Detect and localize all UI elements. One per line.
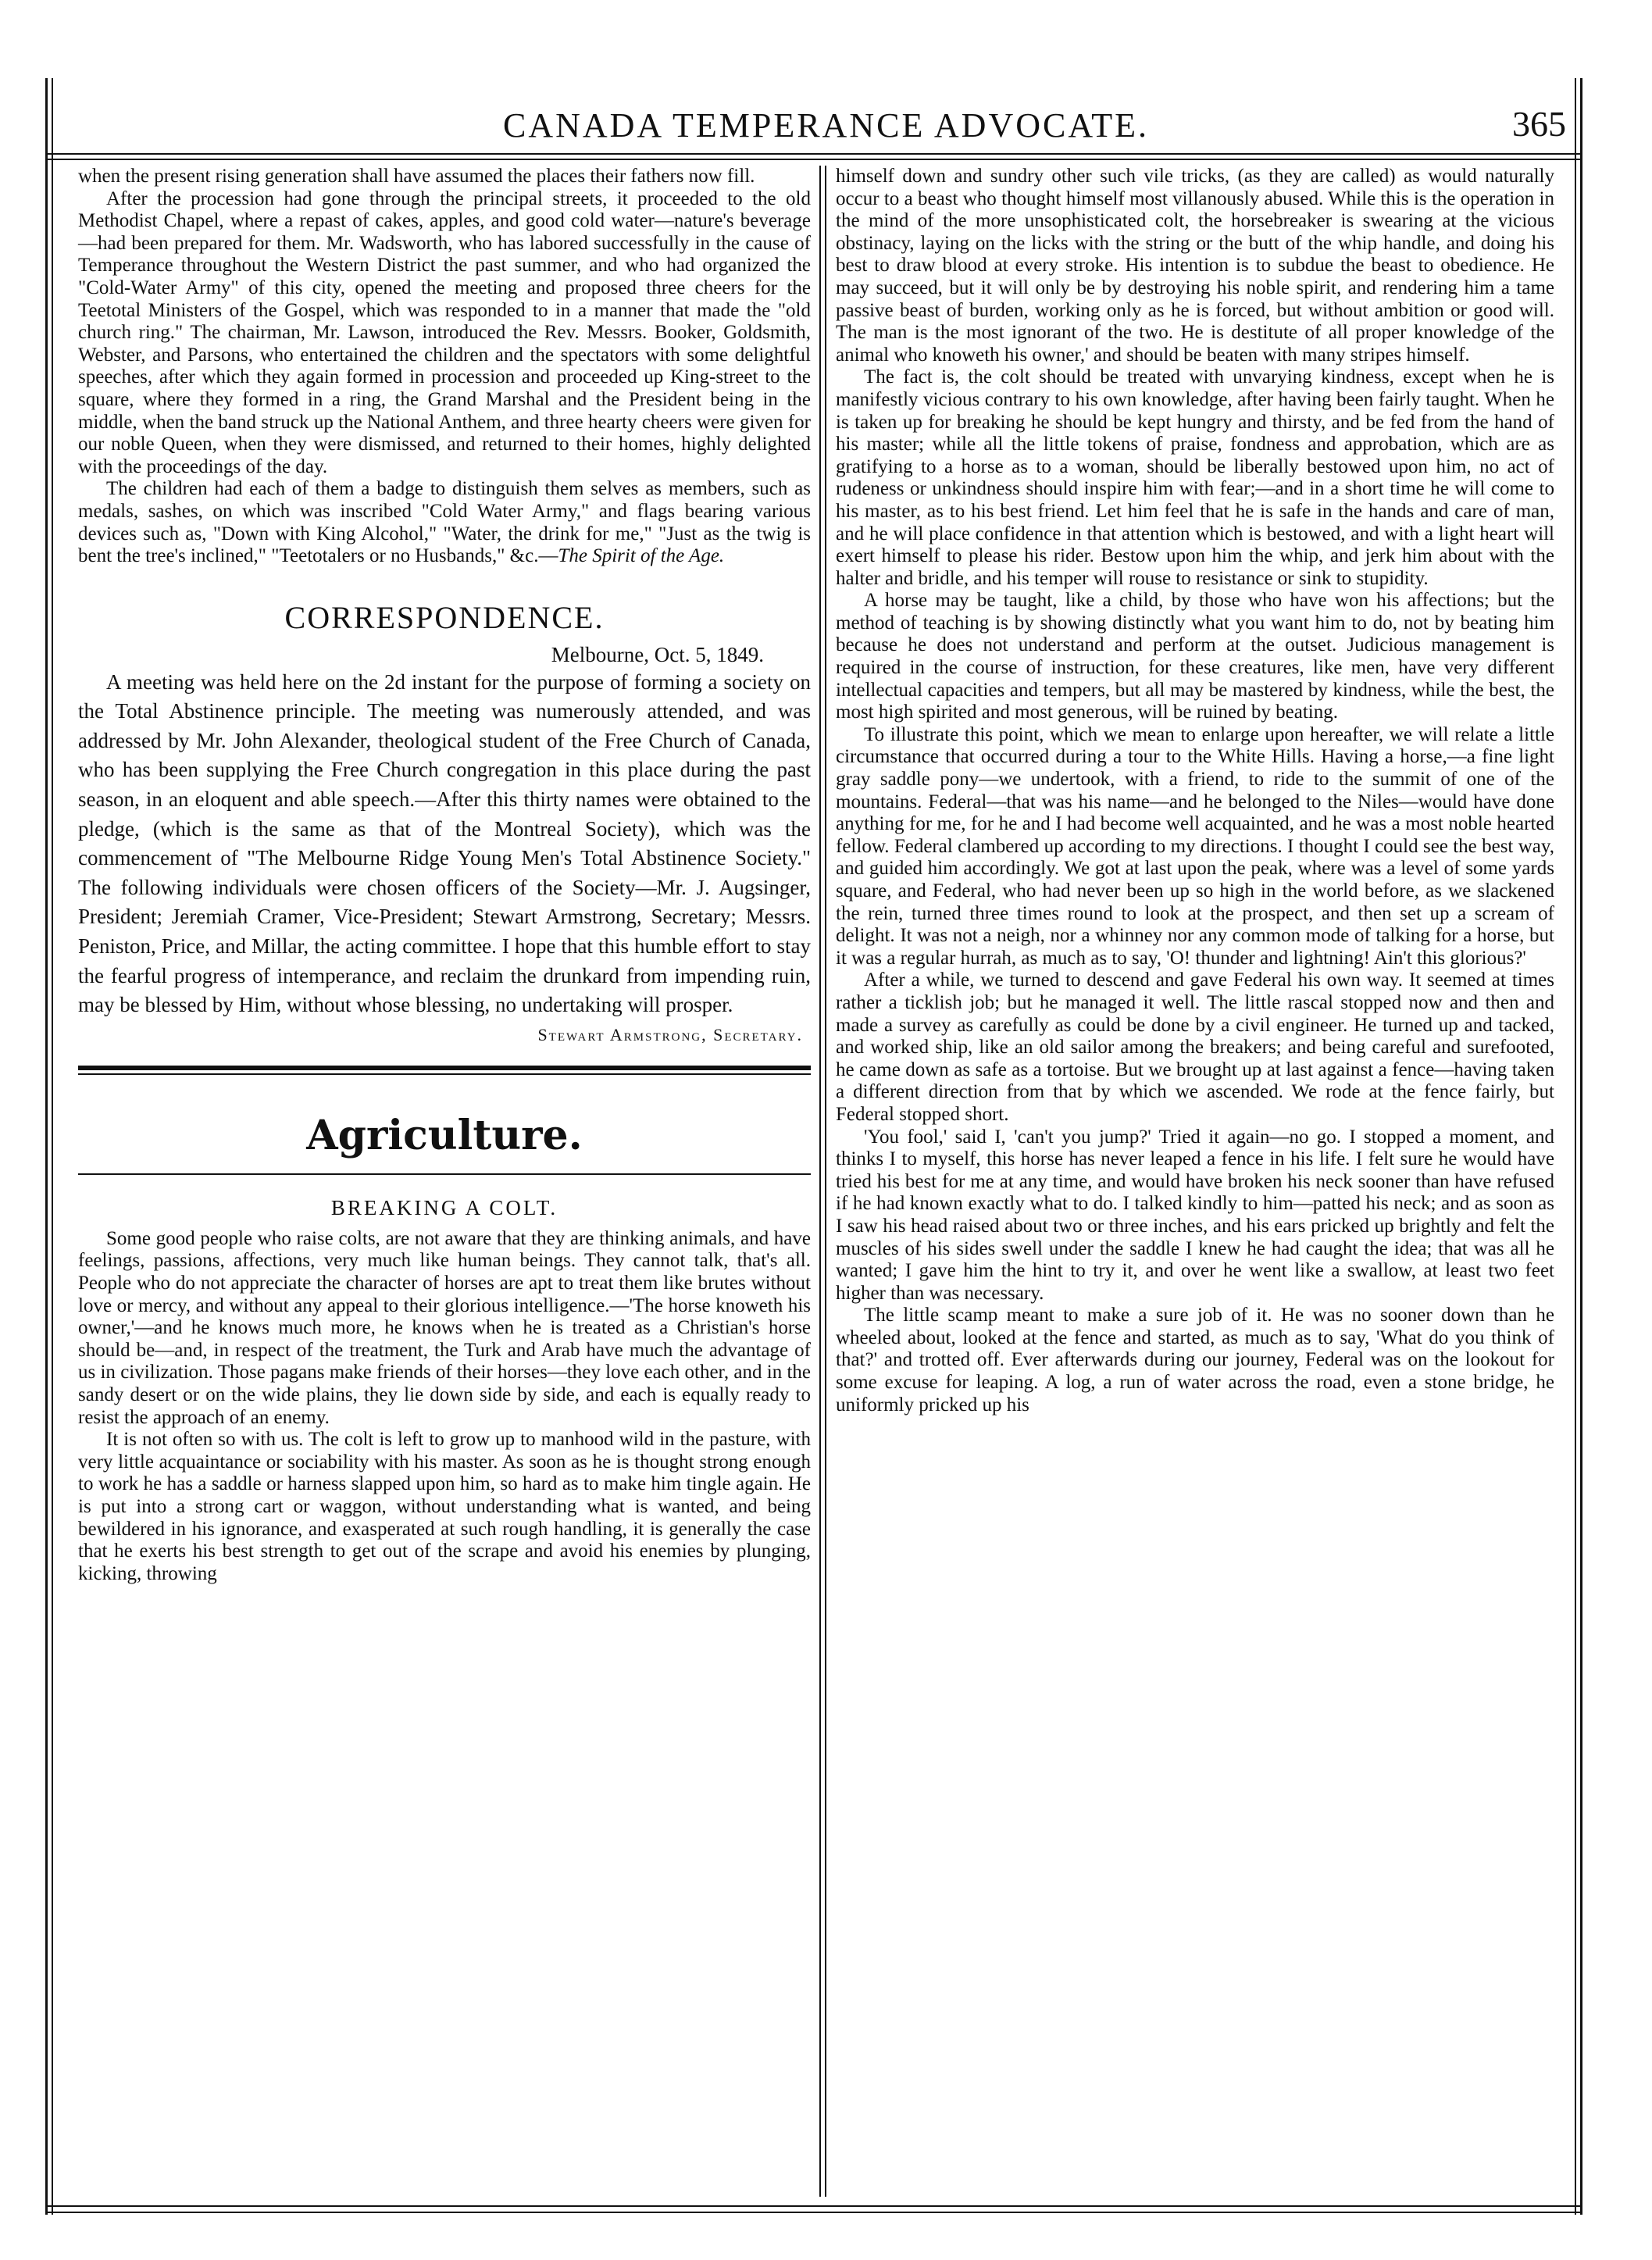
border-left-inner [52, 78, 53, 2215]
procession-paragraph-3-text: The children had each of them a badge to distinguish them selves as members, such as medals, sashes, on which was inscribed "Cold Water Army," and flags bearing various devices such as, "Down with King Alcohol," "Water, the drink for me," "Just as the twig is bent the tree's inclined," "Teetotalers or no Husbands," &c.— [78, 478, 811, 567]
page-number: 365 [1512, 104, 1566, 144]
right-paragraph-2: The fact is, the colt should be treated with unvarying kindness, except when he is manifestly vicious contrary to his own knowledge, after having been fairly taught. When he is taken up for breaking he should be kept hungry and thirsty, and be fed from the hand of his master; while all the little tokens of praise, fondness and approbation, which are as gratifying to a horse as to a woman, should be liberally bestowed upon him, no act of rudeness or unkindness should inspire him with fear;—and in a short time he will come to his master, as to his best friend. Let him feel that he is safe in the hands and care of man, and he will place confidence in that attention which is bestowed, and with a light heart will exert himself to please his rider. Bestow upon him the whip, and jerk him about with the halter and bridle, and his temper will rouse to resistance or sink to stupidity. [836, 366, 1554, 589]
correspondence-body-block [78, 668, 811, 1020]
breaking-colt-heading: BREAKING A COLT. [330, 1195, 558, 1219]
correspondence-body: A meeting was held here on the 2d instant for the purpose of forming a society on the Total Abstinence principle. The meeting was numerously attended, and was addressed by Mr. John Alexander, theological student of the Free Church of Canada, who has been supplying the Free Church congregation in this place during the past season, in an eloquent and able speech.—After this thirty names were obtained to the pledge, (which is the same as that of the Montreal Society), which was the commencement of "The Melbourne Ridge Young Men's Total Abstinence Society." The following individuals were chosen officers of the Society—Mr. J. Augsinger, President; Jeremiah Cramer, Vice-President; Stewart Armstrong, Secretary; Messrs. Peniston, Price, and Millar, the acting committee. I hope that this humble effort to stay the fearful progress of intemperance, and reclaim the drunkard from impending ruin, may be blessed by Him, without whose blessing, no undertaking will prosper. [78, 669, 811, 1017]
footer-rule-top [45, 2205, 1582, 2207]
agriculture-rule [78, 1173, 811, 1175]
agriculture-heading: Agriculture. [306, 1111, 583, 1159]
header-rule-top [45, 153, 1582, 155]
border-right-inner [1575, 78, 1576, 2215]
section-rule-thin [78, 1073, 811, 1075]
right-paragraph-4: To illustrate this point, which we mean to enlarge upon hereafter, we will relate a little circumstance that occurred during a tour to the White Hills. Having a horse,—a fine light gray saddle pony—we undertook, with a friend, to ride to the summit of one of the mountains. Federal—that was his name—and he belonged to the Niles—would have done anything for me, for he and I had become well acquainted, and he was a most noble hearted fellow. Federal clambered up according to my directions. I thought I could see the best way, and guided him accordingly. We got at last upon the peak, where was a level of some yards square, and Federal, who had never been up so high in the world before, as we slackened the rein, turned three times round to look at the prospect, and then set up a scream of delight. It was not a neigh, nor a whinney nor any common mode of talking for a horse, but it was a regular hurrah, as much as to say, 'O! thunder and lightning! Ain't this glorious?' [836, 723, 1554, 969]
column-divider-2 [825, 166, 826, 2197]
border-left-outer [45, 78, 48, 2215]
right-paragraph-6: 'You fool,' said I, 'can't you jump?' Tried it again—no go. I stopped a moment, and thinks I to myself, this horse has never leaped a fence in his life. I felt sure he would have tried his best for me at any time, and would have broken his neck sooner than have refused if he had known exactly what to do. I talked kindly to him—patted his neck; and as soon as I saw his head raised about two or three inches, and his ears pricked up brightly and felt the muscles of his sides swell under the saddle I knew he had caught the idea; that was all he wanted; I gave him the hint to try it, and over he went like a swallow, at least two feet higher than was necessary. [836, 1126, 1554, 1304]
procession-paragraph-2: After the procession had gone through the principal streets, it proceeded to the old Methodist Chapel, where a repast of cakes, apples, and good cold water—nature's beverage—had been prepared for them. Mr. Wadsworth, who has labored successfully in the cause of Temperance throughout the Western District the past summer, and who had organized the "Cold-Water Army" of this city, opened the meeting and proposed three cheers for the Teetotal Ministers of the Gospel, which was responded to in a manner that made the "old church ring." The chairman, Mr. Lawson, introduced the Rev. Messrs. Booker, Goldsmith, Webster, and Parsons, who entertained the children and the spectators with some delightful speeches, after which they again formed in procession and proceeded up King-street to the square, where they formed in a ring, the Grand Marshal and the President being in the middle, when the band struck up the National Anthem, and three hearty cheers were given for our noble Queen, when they were dismissed, and returned to their homes, highly delighted with the proceedings of the day. [78, 187, 811, 477]
footer-rule-bottom [45, 2212, 1582, 2213]
page-title: CANADA TEMPERANCE ADVOCATE. [502, 106, 1150, 145]
colt-paragraph-2: It is not often so with us. The colt is left to grow up to manhood wild in the pasture, with very little acquaintance or sociability with his master. As soon as he is thought strong enough to work he has a saddle or harness slapped upon him, so hard as to make him tingle again. He is put into a strong cart or waggon, without understanding what is wanted, and being bewildered in his ignorance, and exasperated at such rough handling, it is generally the case that he exerts his best strength to get out of the scrape and avoid his enemies by plunging, kicking, throwing [78, 1429, 811, 1584]
procession-attribution: The Spirit of the Age. [558, 545, 725, 567]
procession-paragraph-3 [78, 478, 811, 567]
right-column [836, 166, 1554, 1416]
section-rule-thick [78, 1066, 811, 1070]
right-paragraph-7: The little scamp meant to make a sure job of it. He was no sooner down than he wheeled about, looked at the fence and started, as much as to say, 'What do you think of that?' and trotted off. Ever afterwards during our journey, Federal was on the lookout for some excuse for leaping. A log, a run of water across the road, even a stone bridge, he uniformly pricked up his [836, 1305, 1554, 1416]
right-paragraph-1: himself down and sundry other such vile tricks, (as they are called) as would naturally occur to a beast who thought himself most villanously abused. While this is the operation in the mind of the more unsophisticated colt, the horsebreaker is swearing at the vicious obstinacy, laying on the licks with the string or the butt of the whip handle, and doing his best to draw blood at every stroke. His intention is to subdue the beast to obedience. He may succeed, but it will only be by destroying his noble spirit, and rendering him a tame passive beast of burden, working only as he is forced, but without ambition or good will. The man is the most ignorant of the two. He is destitute of all proper knowledge of the animal who knoweth his owner,' and should be beaten with many stripes himself. [836, 166, 1554, 366]
left-column [78, 166, 811, 1585]
border-right-outer [1580, 78, 1582, 2215]
column-divider-1 [819, 166, 821, 2197]
right-paragraph-5: After a while, we turned to descend and gave Federal his own way. It seemed at times rather a ticklish job; but he managed it well. The little rascal stopped now and then and made a survey as carefully as could be done by a civil engineer. He turned up and tacked, and worked ship, like an old sailor among the breakers; and being careful and surefooted, he came down as safe as a tortoise. But we brought up at last against a fence—having taken a different direction from that by which we ascended. We rode at the fence fairly, but Federal stopped short. [836, 969, 1554, 1125]
right-paragraph-3: A horse may be taught, like a child, by those who have won his affections; but the method of teaching is by showing distinctly what you want him to do, not by beating him because he does not understand and perform at the outset. Judicious management is required in the course of instruction, for these creatures, like men, have very different intellectual capacities and tempers, but all may be mastered by kindness, while the best, the most high spirited and most generous, will be ruined by beating. [836, 590, 1554, 723]
procession-paragraph-1: when the present rising generation shall have assumed the places their fathers now fill. [78, 166, 755, 187]
correspondence-signature: Stewart Armstrong, Secretary. [537, 1024, 803, 1044]
correspondence-dateline: Melbourne, Oct. 5, 1849. [551, 642, 764, 666]
correspondence-heading: CORRESPONDENCE. [284, 599, 605, 635]
header-rule-bottom [45, 159, 1582, 160]
colt-paragraph-1: Some good people who raise colts, are not aware that they are thinking animals, and have feelings, passions, affections, very much like human beings. They cannot talk, that's all. People who do not appreciate the character of horses are apt to treat them like brutes without love or mercy, and without any appeal to their glorious intelligence.—'The horse knoweth his owner,'—and he knows much more, he knows when he is treated as a Christian's horse should be—and, in respect of the treatment, the Turk and Arab have much the advantage of us in civilization. Those pagans make friends of their horses—they love each other, and in the sandy desert or on the wide plains, they lie down side by side, and each is equally ready to resist the approach of an enemy. [78, 1227, 811, 1428]
